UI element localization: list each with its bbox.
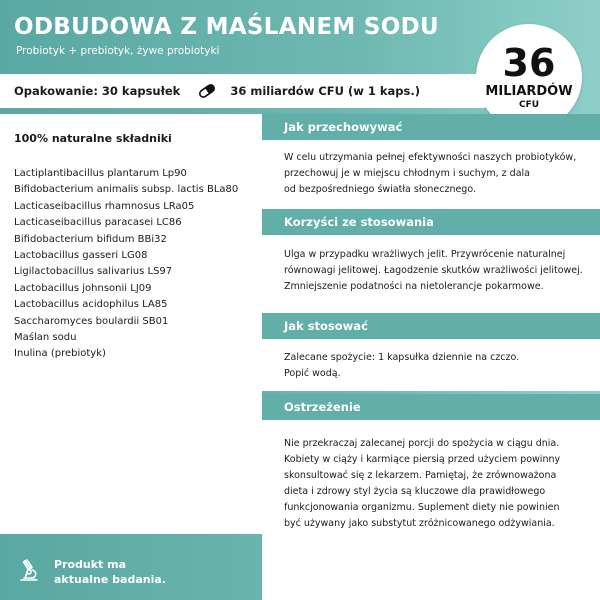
section-line: Zalecane spożycie: 1 kapsułka dziennie na czczo. <box>284 352 520 363</box>
section-benefits-header: Korzyści ze stosowania <box>262 209 600 235</box>
ingredients-panel <box>0 114 262 534</box>
info-sections <box>262 114 600 600</box>
section-line: Nie przekraczaj zalecanej porcji do spożycia w ciągu dnia. <box>284 438 560 449</box>
section-line: być używany jako substytut zróżnicowanego odżywiania. <box>284 518 555 529</box>
section-warning-body <box>262 420 600 600</box>
packaging-bar <box>0 74 485 108</box>
ingredients-list <box>14 166 248 363</box>
ingredients-title: 100% naturalne składniki <box>14 132 172 145</box>
ingredient-item: Ligilactobacillus salivarius LS97 <box>14 266 173 278</box>
section-line: równowagi jelitowej. Łagodzenie skutków wrażliwości jelitowej. <box>284 265 583 276</box>
section-storage-header: Jak przechowywać <box>262 114 600 140</box>
page-subtitle: Probiotyk + prebiotyk, żywe probiotyki <box>16 45 220 57</box>
section-line: Zmniejszenie podatności na nietolerancje pokarmowe. <box>284 281 544 292</box>
ingredient-item: Lactobacillus johnsonii LJ09 <box>14 282 152 294</box>
section-usage-header: Jak stosować <box>262 313 600 339</box>
badge-number: 36 <box>502 40 556 85</box>
section-line: Kobiety w ciąży i karmiące piersią przed użyciem powinny <box>284 454 561 465</box>
ingredient-item: Lacticaseibacillus rhamnosus LRa05 <box>14 200 195 212</box>
cfu-text: 36 miliardów CFU (w 1 kaps.) <box>230 84 420 98</box>
ingredient-item: Inulina (prebiotyk) <box>14 348 106 360</box>
section-storage-body <box>262 140 600 212</box>
section-usage-body <box>262 339 600 391</box>
section-line: skonsultować się z lekarzem. Pamiętaj, że zrównoważona <box>284 470 557 481</box>
section-line: W celu utrzymania pełnej efektywności naszych probiotyków, <box>284 152 577 163</box>
microscope-icon <box>18 558 40 586</box>
research-note <box>18 557 184 587</box>
ingredient-item: Lactobacillus gasseri LG08 <box>14 250 148 262</box>
ingredient-item: Maślan sodu <box>14 332 77 344</box>
ingredient-item: Bifidobacterium bifidum BBi32 <box>14 233 167 245</box>
ingredient-item: Bifidobacterium animalis subsp. lactis BLa80 <box>14 184 239 196</box>
section-line: Ulga w przypadku wrażliwych jelit. Przywrócenie naturalnej <box>284 249 566 260</box>
badge-cfu: CFU <box>518 99 540 110</box>
section-benefits-body <box>262 235 600 313</box>
ingredient-item: Lactobacillus acidophilus LA85 <box>14 299 168 311</box>
capsule-icon <box>196 84 218 98</box>
research-note-text: Produkt ma aktualne badania. <box>54 558 166 586</box>
page-title: ODBUDOWA Z MAŚLANEM SODU <box>14 14 439 40</box>
packaging-text: Opakowanie: 30 kapsułek <box>14 84 181 98</box>
section-line: dieta i zdrowy styl życia są kluczowe dla prawidłowego <box>284 486 546 497</box>
ingredient-item: Lactiplantibacillus plantarum Lp90 <box>14 168 187 179</box>
section-line: Popić wodą. <box>284 368 341 379</box>
section-line: funkcjonowania organizmu. Suplement diety nie powinien <box>284 502 560 513</box>
ingredient-item: Saccharomyces boulardii SB01 <box>14 315 169 327</box>
ingredient-item: Lacticaseibacillus paracasei LC86 <box>14 217 182 229</box>
section-line: od bezpośredniego światła słonecznego. <box>284 184 476 195</box>
section-line: przechowuj je w miejscu chłodnym i suchym, z dala <box>284 168 530 179</box>
section-warning-header: Ostrzeżenie <box>262 394 600 420</box>
badge-unit: MILIARDÓW <box>485 83 573 99</box>
